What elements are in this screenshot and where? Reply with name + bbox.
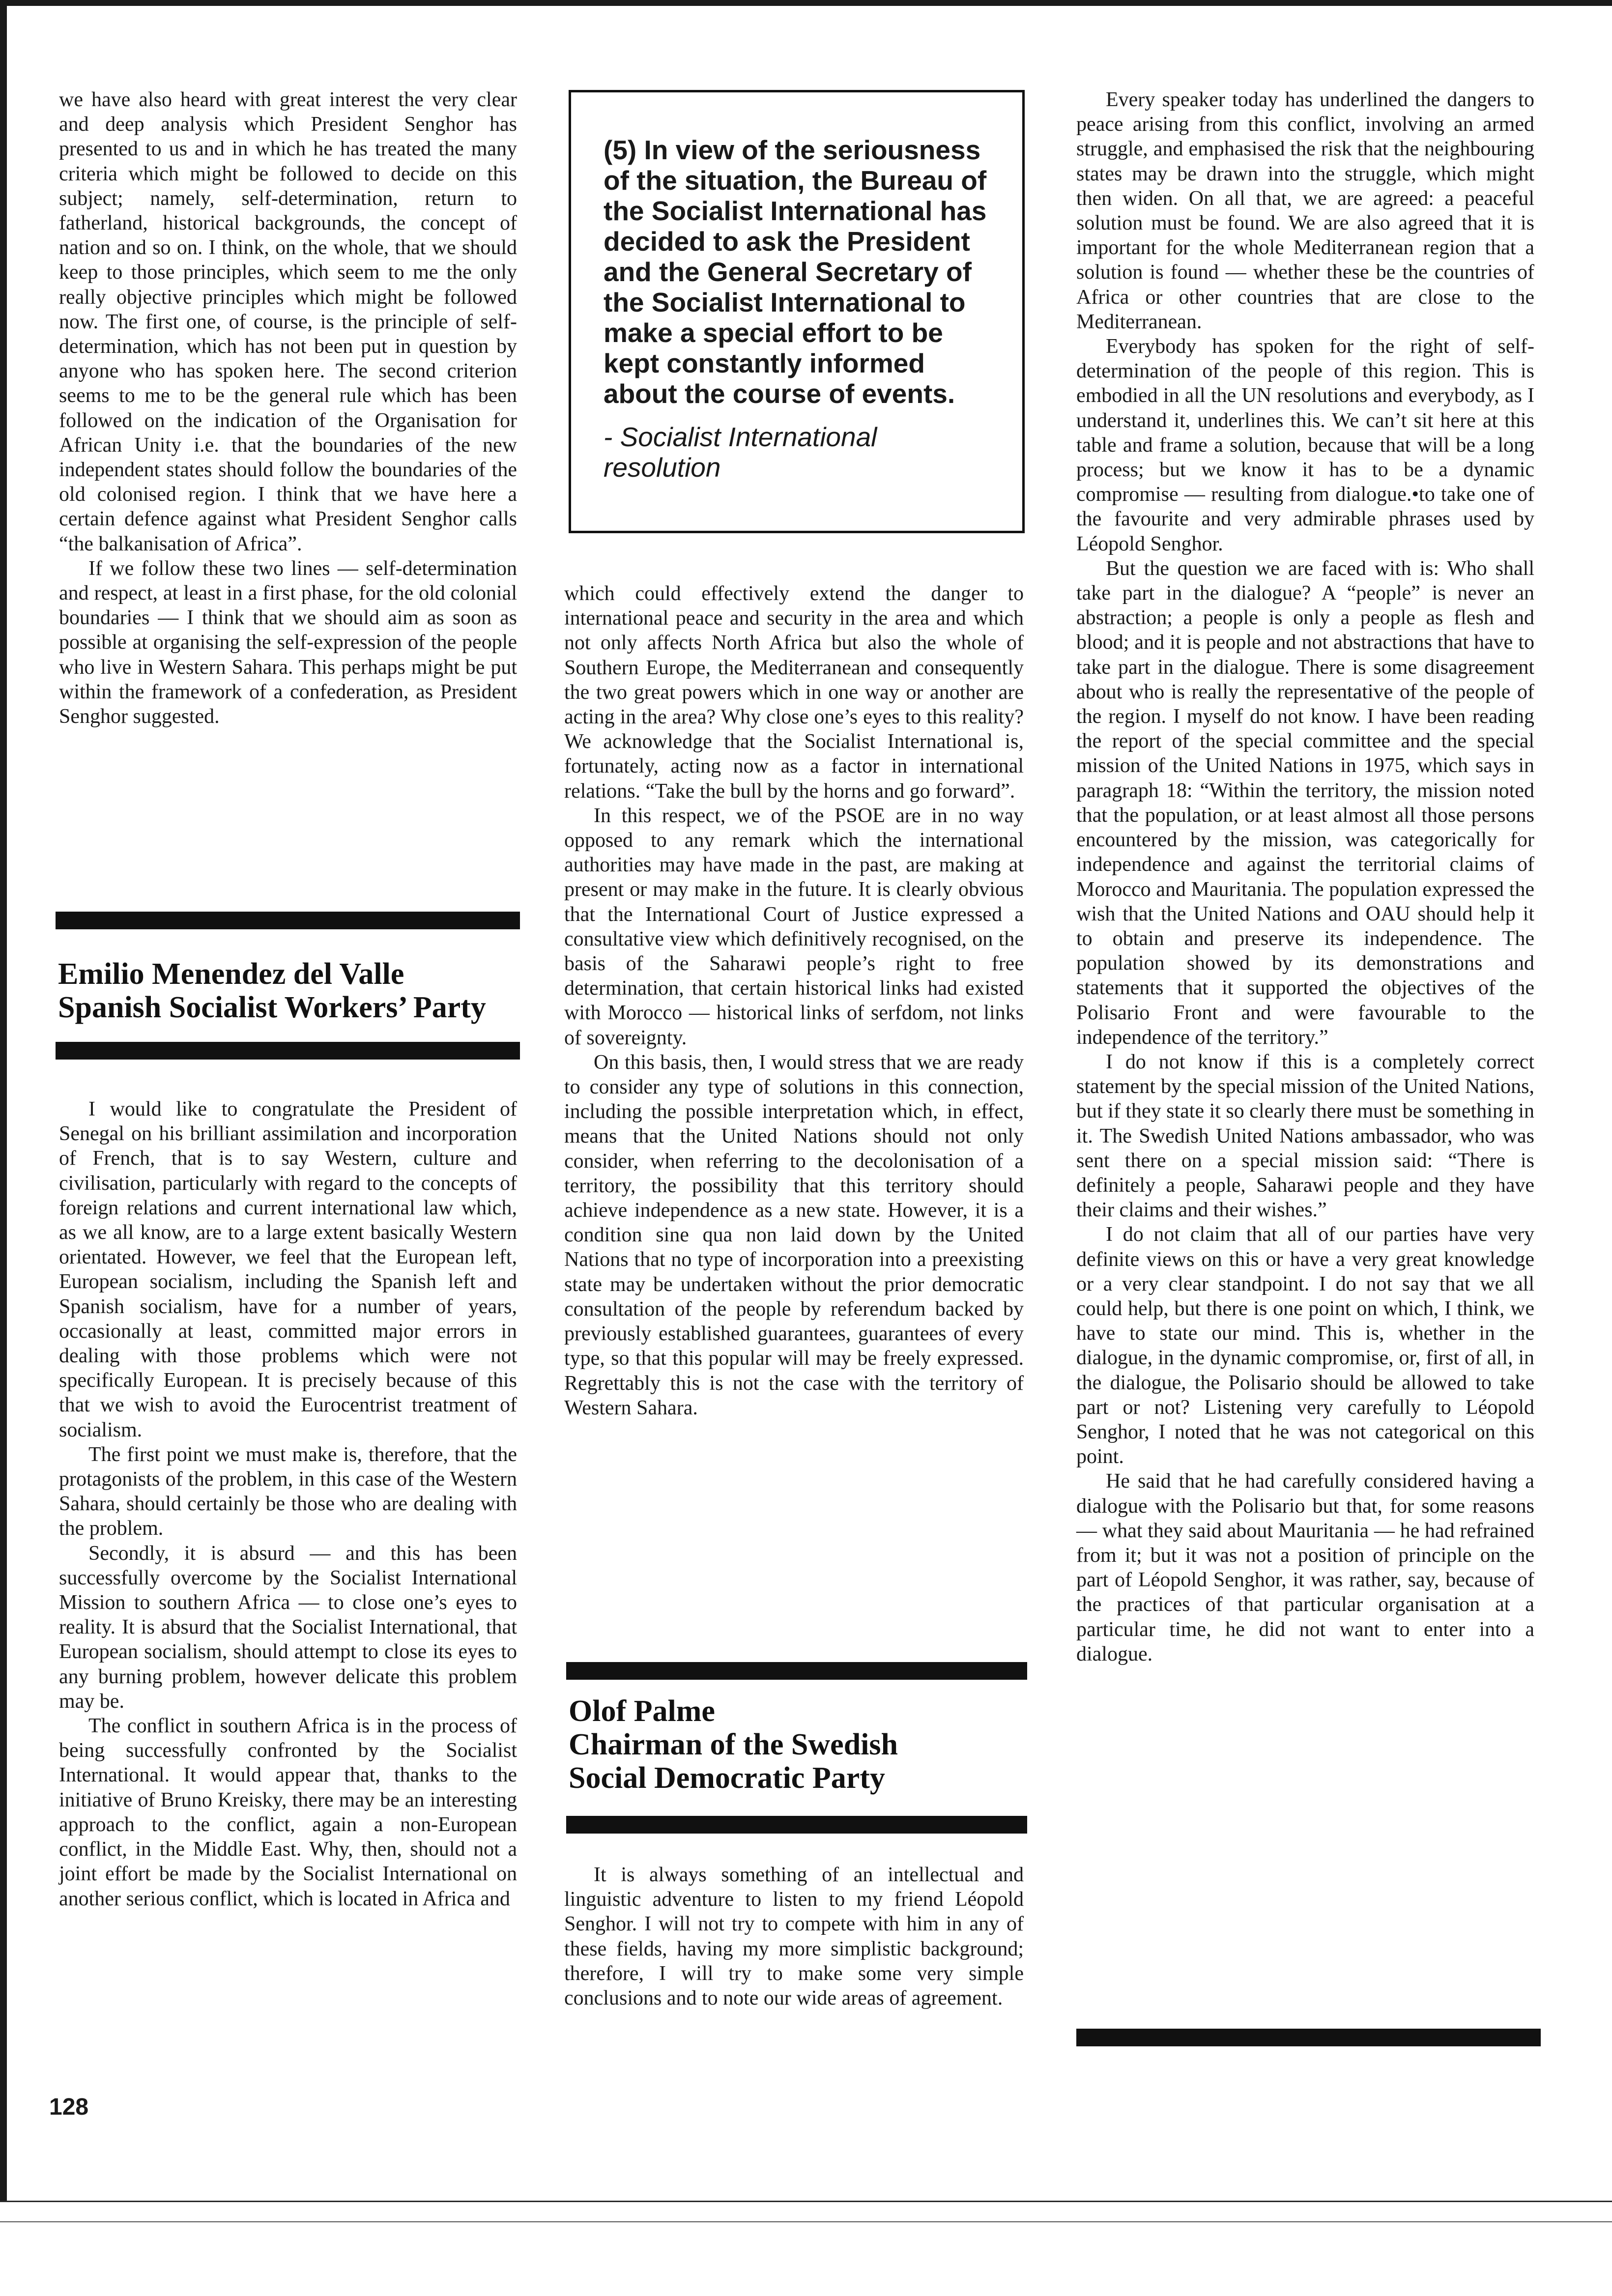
speaker-heading-menendez [58, 957, 525, 1024]
speaker-party: Spanish Socialist Workers’ Party [58, 991, 486, 1024]
pullquote-source: - Socialist International resolution [604, 422, 877, 483]
paragraph: If we follow these two lines — self-determination and respect, at least in a first phase, for the old colonial boundaries — I think that we should aim as soon as possible at organising the self-expression of the people who live in Western Sahara. This perhaps might be put within the framework of a confederation, as President Senghor suggested. [59, 557, 517, 728]
page-number: 128 [49, 2094, 89, 2120]
paragraph: The first point we must make is, therefore, that the protagonists of the problem, in this case of the Western Sahara, should certainly be those who are dealing with the problem. [59, 1443, 517, 1540]
pullquote-box [569, 90, 1025, 533]
pullquote-text: (5) In view of the seriousness of the situation, the Bureau of the Socialist International has decided to ask the President and the General Secretary of the Socialist International to make a special effort to be kept constantly informed about the course of events. [604, 135, 987, 409]
paragraph: But the question we are faced with is: Who shall take part in the dialogue? A “people” is never an abstraction; a people is only a people as flesh and blood; and it is people and not abstractions that have to take part in the dialogue. There is some disagreement about who is really the representative of the people of the region. I myself do not know. I have been reading the report of the special committee and the special mission of the United Nations in 1975, which says in paragraph 18: “Within the territory, the mission noted that the population, or at least almost all those persons encountered by the mission, was categorically for independence and against the territorial claims of Morocco and Mauritania. The population expressed the wish that the United Nations and OAU should help it to obtain and preserve its independence. The population showed by its demonstrations and statements that it supported the objectives of the Polisario Front and were favourable to the independence of the territory.” [1076, 557, 1534, 1049]
section-divider-bottom [566, 1816, 1027, 1834]
section-divider-bottom [56, 1042, 520, 1060]
paragraph: The conflict in southern Africa is in the process of being successfully confronted by the Socialist International. It would appear that, thanks to the initiative of Bruno Kreisky, there may be an interesting approach to the conflict, again a non-European conflict, in the Middle East. Why, then, should not a joint effort be made by the Socialist International on another serious conflict, which is located in Africa and [59, 1715, 517, 1910]
section-divider-end [1076, 2029, 1541, 2046]
paragraph: Every speaker today has underlined the dangers to peace arising from this conflict, involving an armed struggle, and emphasised the risk that the neighbouring states may be drawn into the struggle, which might then widen. On all that, we are agreed: a peaceful solution must be found. We are also agreed that it is important for the whole Mediterranean region that a solution is found — whether these be the countries of Africa or other countries that are close to the Mediterranean. [1076, 88, 1534, 333]
paragraph: He said that he had carefully considered having a dialogue with the Polisario but that, for some reasons — what they said about Mauritania — he had refrained from it; but it was not a position of principle on the part of Léopold Senghor, it was rather, say, because of the practices of that particular organisation at a particular time, he did not want to enter into a dialogue. [1076, 1470, 1534, 1665]
paragraph: On this basis, then, I would stress that we are ready to consider any type of solutions in this connection, including the possible interpretation which, in effect, means that the United Nations should not only consider, when referring to the decolonisation of a territory, the possibility that this territory should achieve independence as a new state. However, it is a condition sine qua non laid down by the United Nations that no type of incorporation into a preexisting state may be undertaken without the prior democratic consultation of the people by referendum backed by previously established guarantees, guarantees of every type, so that this popular will may be freely expressed. Regrettably this is not the case with the territory of Western Sahara. [564, 1051, 1024, 1419]
paragraph: Secondly, it is absurd — and this has been successfully overcome by the Socialist International Mission to southern Africa — to close one’s eyes to reality. It is absurd that the Socialist International, that European socialism, should attempt to close its eyes to any burning problem, however delicate this problem may be. [59, 1542, 517, 1713]
paragraph: we have also heard with great interest the very clear and deep analysis which President Senghor has presented to us and in which he has treated the many criteria which might be followed to decide on this subject; namely, self-determination, return to fatherland, historical backgrounds, the concept of nation and so on. I think, on the whole, that we should keep to those principles, which seem to me the only really objective principles which might be followed now. The first one, of course, is the principle of self-determination, which has not been put in question by anyone who has spoken here. The second criterion seems to me to be the general rule which has been followed on the indication of the Organisation for African Unity i.e. that the boundaries of the new independent states should follow the boundaries of the old colonised region. I think that we have here a certain defence against what President Senghor calls “the balkanisation of Africa”. [59, 88, 517, 555]
paragraph: I do not know if this is a completely correct statement by the special mission of the United Nations, but if they state it so clearly there must be something in it. The Swedish United Nations ambassador, who was sent there on a special mission said: “There is definitely a people, Saharawi people and they have their claims and their wishes.” [1076, 1050, 1534, 1222]
speaker-title: Chairman of the Swedish [569, 1728, 898, 1761]
speaker-name: Emilio Menendez del Valle [58, 957, 404, 991]
speaker-heading-palme [569, 1694, 1031, 1795]
column-2-speech [564, 1863, 1024, 2010]
speaker-title: Social Democratic Party [569, 1761, 885, 1795]
paragraph: which could effectively extend the danger to international peace and security in the area and which not only affects North Africa but also the whole of Southern Europe, the Mediterranean and consequently the two great powers which in one way or another are acting in the area? Why close one’s eyes to this reality? We acknowledge that the Socialist International is, fortunately, acting now as a factor in international relations. “Take the bull by the horns and go forward”. [564, 582, 1024, 803]
paragraph: I would like to congratulate the President of Senegal on his brilliant assimilation and incorporation of French, that is to say Western, culture and civilisation, particularly with regard to the concepts of foreign relations and current international law which, as we all know, are to a large extent basically Western orientated. However, we feel that the European left, European socialism, including the Spanish left and Spanish socialism, have for a number of years, occasionally at least, committed major errors in dealing with those problems which were not specifically European. It is precisely because of this that we wish to avoid the Eurocentrist treatment of socialism. [59, 1098, 517, 1441]
page-bottom-rule [0, 2201, 1612, 2202]
page-frame-left [0, 0, 7, 2202]
page-bottom-rule [0, 2221, 1612, 2222]
column-1-intro [59, 87, 517, 729]
column-3-text [1076, 87, 1534, 1666]
speaker-name: Olof Palme [569, 1694, 715, 1728]
page-frame-top [0, 0, 1612, 6]
paragraph: In this respect, we of the PSOE are in no way opposed to any remark which the international authorities may have made in the past, are making at present or may make in the future. It is clearly obvious that the International Court of Justice expressed a consultative view which definitively recognised, on the basis of the Saharawi people’s right to free determination, that certain historical links had existed with Morocco — historical links of serfdom, not links of sovereignty. [564, 804, 1024, 1049]
section-divider-top [56, 912, 520, 929]
column-2-text [564, 581, 1024, 1420]
paragraph: It is always something of an intellectual and linguistic adventure to listen to my friend Léopold Senghor. I will not try to compete with him in any of these fields, having my more simplistic background; therefore, I will try to make some very simple conclusions and to note our wide areas of agreement. [564, 1864, 1024, 2010]
column-1-speech [59, 1097, 517, 1911]
section-divider-top [566, 1662, 1027, 1680]
paragraph: Everybody has spoken for the right of self-determination of the people of this region. This is embodied in all the UN resolutions and everybody, as I understand it, underlines this. We can’t sit here at this table and frame a solution, because that will be a long process; but we know it has to be a dynamic compromise — resulting from dialogue.•to take one of the favourite and very admirable phrases used by Léopold Senghor. [1076, 335, 1534, 555]
paragraph: I do not claim that all of our parties have very definite views on this or have a very great knowledge or a very clear standpoint. I do not say that we all could help, but there is one point on which, I think, we have to state our mind. This is, whether in the dialogue, in the dynamic compromise, or, first of all, in the dialogue, the Polisario should be allowed to take part or not? Listening very carefully to Léopold Senghor, I noted that he was not categorical on this point. [1076, 1223, 1534, 1468]
